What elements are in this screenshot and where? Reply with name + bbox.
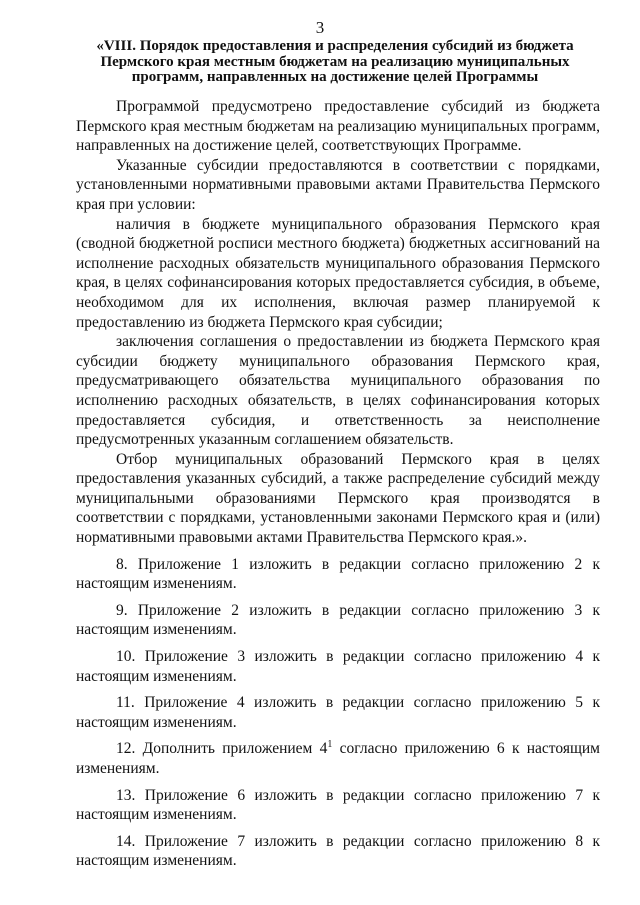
list-item: 8. Приложение 1 изложить в редакции согласно приложению 2 к настоящим изменениям. <box>76 555 600 593</box>
list-item: 10. Приложение 3 изложить в редакции согласно приложению 4 к настоящим изменениям. <box>76 648 600 685</box>
paragraph: Отбор муниципальных образований Пермского края в целях предоставления указанных субсидий, а также распределение субсидий между муниципальными образованиями Пермского края производятся в соответствии с порядками, установленными законами Пермского края и (или) нормативными правовыми актами Правительства Пермского края.». <box>76 450 600 547</box>
paragraph: наличия в бюджете муниципального образования Пермского края (сводной бюджетной росписи местного бюджета) бюджетных ассигнований на исполнение расходных обязательств муниципального образования Пермского края, в целях софинансирования которых предоставляется субсидия, в объеме, необходимом для их исполнения, включая размер планируемой к предоставлению из бюджета Пермского края субсидии; <box>76 215 600 331</box>
list-item: 13. Приложение 6 изложить в редакции согласно приложению 7 к настоящим изменениям. <box>76 786 600 824</box>
list-item: 9. Приложение 2 изложить в редакции согласно приложению 3 к настоящим изменениям. <box>76 601 600 639</box>
paragraph: заключения соглашения о предоставлении из бюджета Пермского края субсидии бюджету муниципального образования Пермского края, предусматривающего обязательства муниципального образования по исполнению расходных обязательств, в целях софинансирования которых предоставляется субсидия, и ответственность за неисполнение предусмотренных указанным соглашением обязательств. <box>76 333 600 449</box>
section-heading: «VIII. Порядок предоставления и распределения субсидий из бюджета Пермского края местным бюджетам на реализацию муниципальных программ, направленных на достижение целей Программы <box>96 38 574 85</box>
list-item: 14. Приложение 7 изложить в редакции согласно приложению 8 к настоящим изменениям. <box>76 832 600 870</box>
item12-superscript: 1 <box>327 739 333 751</box>
page-number: 3 <box>315 18 325 37</box>
list-item-12 <box>76 739 600 778</box>
item12-after: согласно приложению 6 к настоящим изменениям. <box>76 740 600 777</box>
paragraph: Программой предусмотрено предоставление субсидий из бюджета Пермского края местным бюджетам на реализацию муниципальных программ, направленных на достижение целей, соответствующих Программе. <box>76 98 600 155</box>
item12-before: 12. Дополнить приложением 4 <box>116 740 328 758</box>
paragraph: Указанные субсидии предоставляются в соответствии с порядками, установленными нормативными правовыми актами Правительства Пермского края при условии: <box>76 156 600 213</box>
document-body <box>76 97 600 871</box>
list-item: 11. Приложение 4 изложить в редакции согласно приложению 5 к настоящим изменениям. <box>76 694 600 731</box>
